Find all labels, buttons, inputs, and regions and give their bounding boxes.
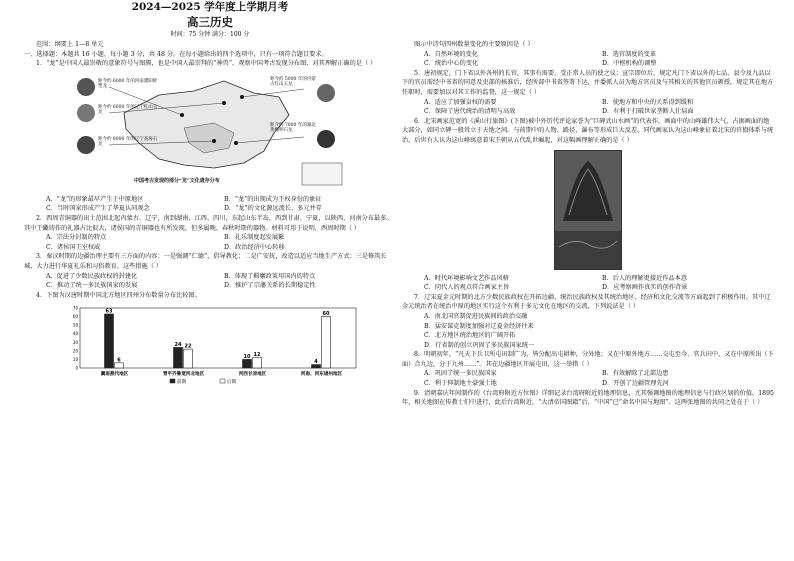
q8-option-a[interactable]: A．巩固了统一多民族国家	[424, 370, 497, 378]
bar-early	[243, 360, 252, 369]
q2-option-d[interactable]: D．政治经济中心转移	[224, 243, 285, 251]
q4-chart-figure	[60, 304, 396, 386]
q5-options	[402, 98, 774, 117]
q5-option-b[interactable]: B．使地方和中央的关系得到缓和	[602, 98, 694, 106]
map-label-e: 距今约 7000 年的湖北黄梅卵石龙	[270, 122, 316, 133]
bar-value-label: 63	[105, 308, 113, 315]
q8-option-d[interactable]: D．开创了边疆管理先河	[602, 380, 669, 388]
y-tick-label: 60	[72, 314, 78, 320]
q6-option-b[interactable]: B．后人的理解更接近作品本意	[602, 274, 687, 282]
q1-option-b[interactable]: B．“龙”的出现成为王权身份的象征	[224, 195, 322, 203]
q6-stem: 6．北宋画家范宽的《溪山行旅图》(下图)被中外历代评论家誉为“巨碑式山水画”的代表作，画面中的山峰雄伟大气，占据画面的绝大部分，如同立碑一般耸立于天地之间。与前期中的人物、路径、瀑布等形成巨大反差。同代画家认为这山峰象征着北宋的官僚体系与统治，后世有人认为这山峰寓意着宋王朝从五代乱世崛起，对这幅画理解正确的是（ ）	[402, 117, 774, 144]
bar-early	[312, 365, 321, 368]
right-column	[402, 0, 774, 408]
q7-option-d[interactable]: D．行省制的创立巩固了多民族国家统一	[424, 341, 535, 349]
q3-option-b[interactable]: B．体现了羁縻政策用国内的特点	[224, 272, 316, 280]
q7-options	[402, 312, 774, 350]
q7-option-a[interactable]: A．南北国官制促进民族间的政治交融	[424, 312, 528, 320]
bar-early	[105, 314, 114, 368]
q1-option-a[interactable]: A．“龙”的形象最早产生于中原地区	[46, 195, 144, 203]
bar-value-label: 10	[243, 354, 251, 361]
legend-swatch	[170, 379, 175, 383]
bar-early	[174, 348, 183, 369]
q4-option-b[interactable]: B．选官制度的变革	[602, 50, 657, 58]
exam-meta: 时间：75 分钟 满分：100 分	[170, 31, 250, 38]
q7-option-c[interactable]: C．北方地区统治地区的广阔开拓	[424, 332, 516, 340]
y-tick-label: 0	[75, 365, 78, 371]
bar-late	[253, 358, 262, 368]
q5-stem: 5．唐初规定，门下省以外各州的长官，其事有需要，受正常人员的使之议；宣宗即位后，规定凡门下省以外的七品、县令及九品以下的官员需经中书省的同意及吏部的核准后，经所部中书省签署下达，并委派人员为地方官员及与其相关的其他官员颁授，规定其在地方任职时，需要加以对其工作的监督，这一规定（ ）	[402, 69, 774, 96]
q4-chart	[60, 304, 360, 386]
y-tick-label: 30	[72, 340, 78, 346]
q1-stem: 1．“龙”是中国人最崇敬的意象符号与图腾，也是中国人最崇拜的“神兽”，观察中国考古发现分布图，对其理解正确的是（ ）	[36, 60, 377, 68]
bar-value-label: 4	[314, 359, 318, 366]
dragon-map	[64, 73, 364, 191]
bar-late	[322, 317, 331, 368]
map-label-c: 距今约 5000 年的内蒙古红山玉龙	[270, 76, 316, 87]
q4-option-c[interactable]: C．统治中心的变化	[424, 60, 479, 68]
bar-value-label: 22	[184, 343, 192, 350]
q7-stem: 7．辽宋夏金元时期的北方少数民族政权在开拓边疆、统治民族政权及其统治地区、经济和文化交流等方面起到了积极作用，其中辽金元统治者在统治中原的地区实行这个有利于多元文化在地区的交流，下列说法是（ ）	[402, 293, 771, 311]
q3-options	[24, 272, 396, 291]
q8-stem: 8．明朝初年，“凡天下兵卫所屯田制广为，皆分配出屯耕种，分外地；又在中原外地方……交屯至今，官兵田中，又在中原所出（下面）合九边，分于九州……”。其在边疆地区开展屯田，这一举措（ ）	[402, 351, 774, 368]
y-tick-label: 20	[72, 348, 78, 354]
category-label: 河南、河东诸州地区	[300, 372, 343, 378]
q4-option-a[interactable]: A．自然环境的变化	[424, 50, 478, 58]
q5-option-c[interactable]: C．保障了唐代统治的清明与高效	[424, 108, 516, 116]
q1-option-c[interactable]: C．当时国家形成产生了华夏认同观念	[46, 205, 150, 213]
q5-option-d[interactable]: D．有利于打破世家垄断人仕局面	[602, 108, 694, 116]
q2-options	[24, 233, 396, 252]
q2-option-c[interactable]: C．诸侯国王室权威	[46, 243, 101, 251]
bar-late	[115, 363, 124, 368]
map-label-a: 距今约 6000 年的河南濮阳蚌塑龙	[98, 78, 158, 89]
legend-swatch	[220, 379, 225, 383]
exam-title: 2024—2025 学年度上学期月考	[131, 1, 289, 13]
landscape-painting	[554, 150, 622, 270]
category-label: 河西甘凉地区	[238, 372, 267, 378]
q6-option-a[interactable]: A．时代环境影响文艺作品风格	[424, 274, 509, 282]
legend-label: 前期	[177, 380, 187, 386]
q8-options	[402, 369, 774, 388]
category-label: 青平齐鲁宽河北地区	[162, 372, 205, 378]
q6-option-d[interactable]: D．应考察画作真实的创作背景	[602, 284, 688, 292]
exam-subject: 高三历史	[187, 15, 233, 29]
left-column	[24, 0, 396, 390]
y-tick-label: 70	[72, 305, 78, 311]
q7-option-b[interactable]: B．猛安谋克制度加强对辽夏金经济往来	[424, 322, 534, 330]
q9-stem: 9．清朝嘉庆年间制作的《台湾府附近方位图》详细记录台湾府附近的地理信息，尤其强调地图的地理信息与行政区划的价值。1895 年，相关地图在传教士们中进行，此后台湾附近，“大清帝国图籍”后，“中国”已“命名中国与地图”。这两张地图的共同之处在于（ ）	[402, 389, 774, 407]
map-label-d: 距今约 8000 年的辽宁查海石龙	[98, 136, 158, 147]
bar-value-label: 12	[253, 352, 261, 359]
q3-stem: 3．秦汉时期的边疆治理主要有三方面的内容：一是强调“仁德”，倡导教化；二是广安抚，改造以适应当地生产方式；三是修筑长城、大力进行华夏礼乐和习俗教育。这些措施（ ）	[24, 253, 387, 270]
q4-chart-svg	[60, 304, 360, 386]
q3-option-a[interactable]: A．促进了少数民族政权的封建化	[46, 272, 138, 280]
category-label: 冀南燕代地区	[100, 372, 129, 378]
q4-options	[402, 50, 774, 69]
dragon-map-figure	[64, 73, 396, 191]
q8-option-c[interactable]: C．利于抑制地主豪强土地	[424, 380, 497, 388]
map-label-b: 距今约 6000 年的辽宁红山玉龙	[98, 104, 158, 115]
q6-option-c[interactable]: C．同代人的观点符合画家主旨	[424, 284, 510, 292]
exam-scope: 范围：纲要上 1—8 单元	[36, 41, 104, 48]
bar-value-label: 24	[174, 342, 182, 349]
q4-option-d[interactable]: D．中枢机构的调整	[602, 60, 657, 68]
q5-option-a[interactable]: A．适应了加强皇权的需要	[424, 98, 497, 106]
q8-option-b[interactable]: B．有效解除了北部边患	[602, 370, 669, 378]
bar-value-label: 60	[322, 311, 330, 318]
q1-option-d[interactable]: D．“龙”的文化源远流长、多元并存	[224, 205, 322, 213]
q6-options	[402, 274, 774, 293]
q2-stem: 2．西周青铜器的出土范围北起内蒙古、辽宁，南到湖南、江西、四川，东起山东半岛，西到甘肃、宁夏，以陕西、河南分布最多。其中王畿铸作的礼器占比很大，诸侯国的青铜器也有所发现，但多属晚、春秋时期的器物。材料可用于说明，西周时期（ ）	[24, 214, 393, 232]
y-tick-label: 50	[72, 322, 78, 328]
q2-option-a[interactable]: A．宗法分封制的特点	[46, 234, 107, 242]
q2-option-b[interactable]: B．礼乐制度起发展繁	[224, 234, 285, 242]
y-tick-label: 40	[72, 331, 78, 337]
section-heading: 一、选择题：本题共 16 小题，每小题 3 分，共 48 分。在每小题给出的四个选项中，只有一项符合题目要求。	[24, 50, 328, 58]
q4-continued: 图示中诗句四州数量变化的主要原因是（ ）	[414, 41, 534, 48]
bar-late	[184, 349, 193, 368]
y-tick-label: 10	[72, 357, 78, 363]
bar-value-label: 6	[117, 357, 121, 364]
legend-label: 后期	[227, 380, 237, 386]
q4-stem: 4．下图为汉唐时期中国北方地区四州分布数量分布比较图。	[36, 291, 201, 299]
q1-options	[24, 195, 396, 214]
q3-option-c[interactable]: C．推动了统一多民族国家的发展	[46, 282, 138, 290]
map-caption: 中国考古发现的部分“龙”文化遗存分布	[134, 177, 220, 184]
q3-option-d[interactable]: D．推护了宗藩关系的长期稳定性	[224, 282, 316, 290]
